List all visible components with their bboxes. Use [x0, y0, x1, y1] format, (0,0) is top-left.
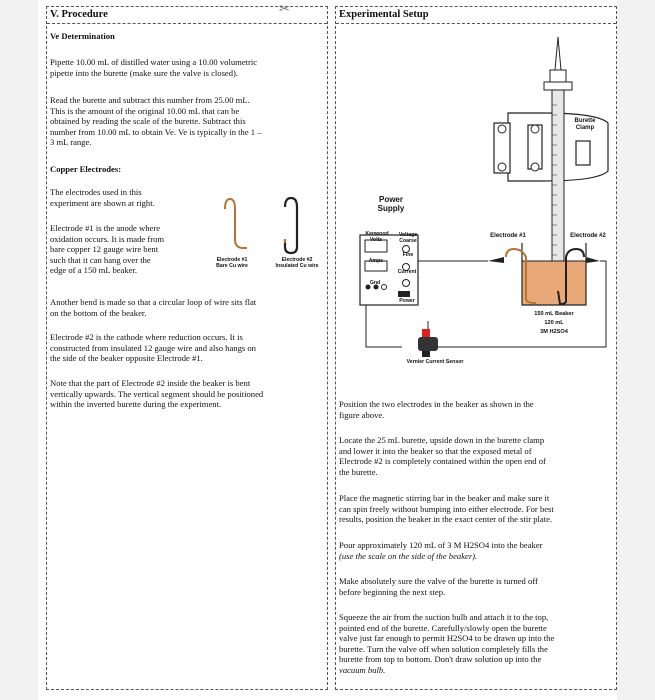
step-2: Locate the 25 mL burette, upside down in the burette clamp and lower it into the beaker so that the exposed metal of Electrode #2 is completely contained within the open end of the burette.	[339, 435, 546, 477]
note-paragraph: Note that the part of Electrode #2 inside the beaker is bent vertically upwards. The vertical segment should be positioned within the inverted burette during the experiment.	[50, 378, 264, 410]
electrode-1-caption: Electrode #1 Bare Cu wire	[216, 257, 248, 269]
ve-paragraph-1: Pipette 10.00 mL of distilled water using a 10.00 volumetric pipette into the burette (make sure the valve is closed).	[50, 57, 258, 78]
electrode-1-wire	[225, 199, 247, 248]
step-6: Squeeze the air from the suction bulb and attach it to the top, pointed end of the burette. Carefully/slowly open the burette valve just far enough to permit H2SO4 to be drawn up into the burette. Turn the valve off when solution completely fills the burette from top to bottom. Don't draw solution up into the vacuum bulb.	[339, 612, 555, 675]
current-label: Current	[397, 269, 417, 275]
electrode-1-label: Electrode #1	[490, 233, 526, 239]
copper-paragraph-3: Another bend is made so that a circular loop of wire sits flat on the bottom of the beaker.	[50, 297, 257, 318]
step-3: Place the magnetic stirring bar in the beaker and make sure it can spin freely without bumping into either electrode. For best results, position the beaker in the exact center of the stir plate.	[339, 493, 554, 525]
worksheet-page	[38, 0, 617, 700]
scissors-icon: ✂	[279, 1, 290, 16]
step-1: Position the two electrodes in the beaker as shown in the figure above.	[339, 399, 534, 420]
electrode-2-caption: Electrode #2 Insulated Cu wire	[275, 257, 319, 269]
electrode-drawings	[197, 195, 327, 261]
current-sensor	[418, 329, 438, 357]
burette-clamp-label: Burette Clamp	[574, 118, 596, 131]
step-4: Pour approximately 120 mL of 3 M H2SO4 into the beaker (use the scale on the side of the beaker).	[339, 540, 543, 561]
electrode-2-wire	[285, 198, 297, 253]
kenwood-label: Kenwood	[365, 231, 389, 237]
electrode-2-label: Electrode #2	[570, 233, 606, 239]
copper-paragraph-4: Electrode #2 is the cathode where reduction occurs. It is constructed from insulated 12 gauge wire and also hangs on the side of the beaker opposite Electrode #1.	[50, 332, 256, 364]
setup-header-divider	[336, 23, 616, 24]
current-sensor-label: Vernier Current Sensor	[406, 359, 464, 365]
beaker-label: 150 mL Beaker 120 mL 3M H2SO4	[534, 311, 574, 335]
volts-label: Volts	[369, 237, 383, 243]
power-label: Power	[399, 298, 415, 304]
gnd-label: Gnd	[369, 280, 381, 286]
setup-header: Experimental Setup	[339, 9, 429, 20]
header-divider	[47, 23, 327, 24]
setup-column	[335, 6, 617, 690]
copper-paragraph-1: The electrodes used in this experiment are shown at right.	[50, 187, 155, 208]
copper-heading: Copper Electrodes:	[50, 164, 122, 174]
step-5: Make absolutely sure the valve of the burette is turned off before beginning the next step.	[339, 576, 538, 597]
amps-label: Amps	[368, 258, 384, 264]
procedure-column	[46, 1, 328, 690]
procedure-header: V. Procedure	[50, 9, 108, 20]
ve-heading: Ve Determination	[50, 31, 115, 41]
fine-label: Fine	[402, 252, 414, 258]
voltage-coarse-label: Voltage Coarse	[398, 232, 418, 244]
copper-paragraph-2: Electrode #1 is the anode where oxidation occurs. It is made from bare copper 12 gauge wire bent such that it can hang over the edge of a 150 mL beaker.	[50, 223, 165, 276]
ve-paragraph-2: Read the burette and subtract this number from 25.00 mL. This is the amount of the original 10.00 mL that can be obtained by reading the scale of the burette. Subtract this number from 10.00 mL to obtain Ve. Ve is typically in the 1 – 3 mL range.	[50, 95, 262, 148]
power-supply-label: Power Supply	[377, 195, 405, 213]
